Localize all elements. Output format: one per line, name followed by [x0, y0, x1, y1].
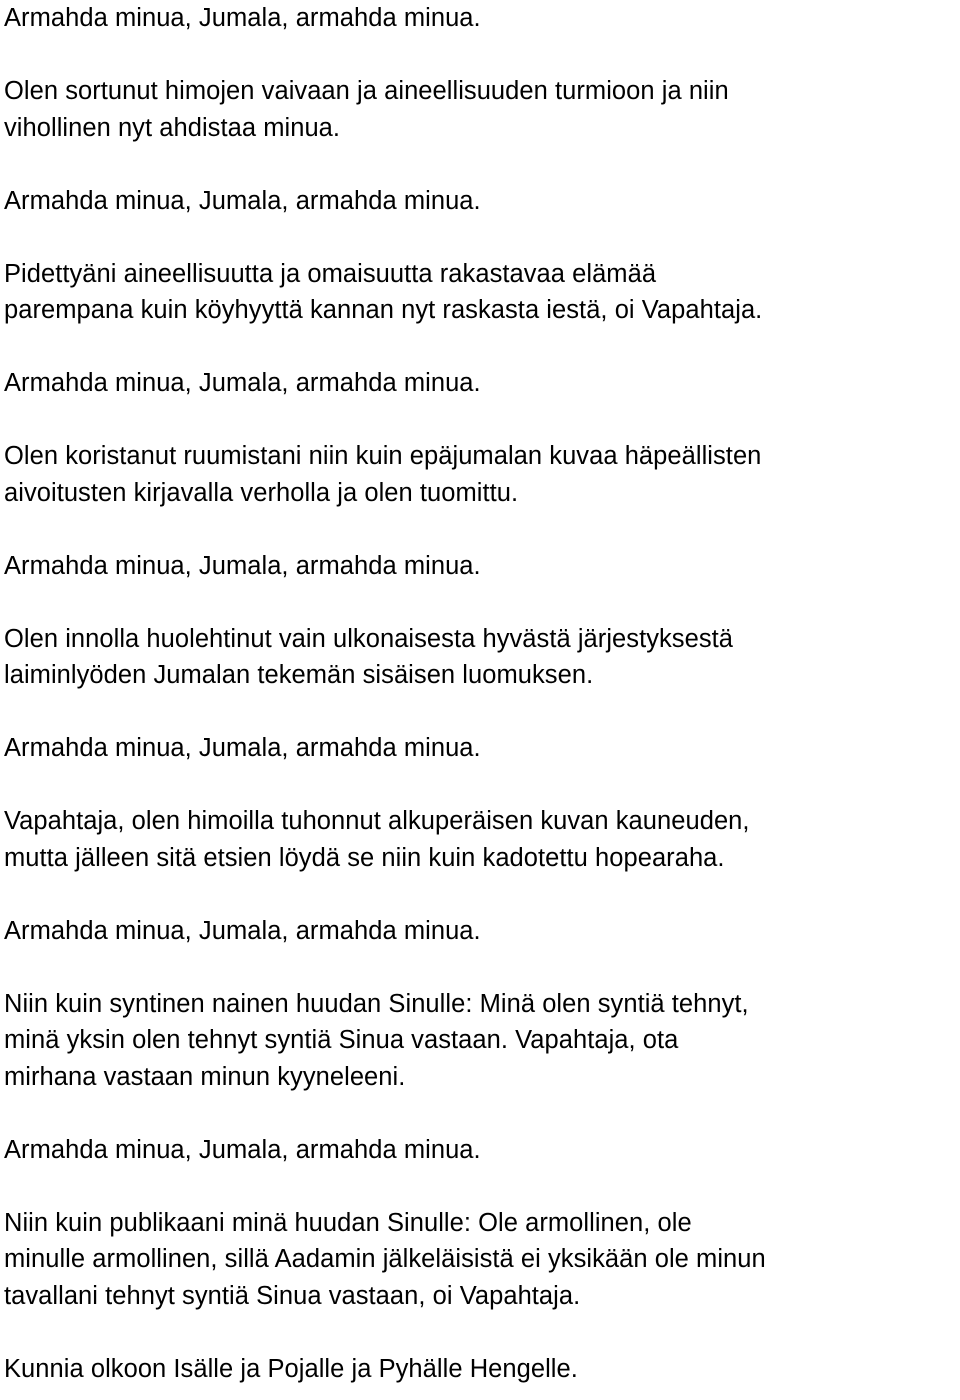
verse-line: aivoitusten kirjavalla verholla ja olen tuomittu.	[4, 478, 519, 507]
verse-line: mirhana vastaan minun kyyneleeni.	[4, 1062, 406, 1091]
verse-line: Olen koristanut ruumistani niin kuin epäjumalan kuvaa häpeällisten	[4, 442, 762, 470]
verse-line: parempana kuin köyhyyttä kannan nyt raskasta iestä, oi Vapahtaja.	[4, 296, 763, 324]
refrain-paragraph	[4, 548, 958, 585]
refrain-line: Armahda minua, Jumala, armahda minua.	[4, 916, 481, 945]
verse-line: vihollinen nyt ahdistaa minua.	[4, 113, 341, 142]
verse-line: Pidettyäni aineellisuutta ja omaisuutta rakastavaa elämää	[4, 259, 657, 288]
verse-line: minä yksin olen tehnyt syntiä Sinua vastaan. Vapahtaja, ota	[4, 1026, 679, 1054]
verse-line: tavallani tehnyt syntiä Sinua vastaan, oi Vapahtaja.	[4, 1281, 581, 1310]
refrain-paragraph	[4, 183, 958, 220]
verse-paragraph	[4, 621, 958, 694]
verse-line: Olen innolla huolehtinut vain ulkonaisesta hyvästä järjestyksestä	[4, 624, 734, 653]
refrain-line: Armahda minua, Jumala, armahda minua.	[4, 1135, 481, 1164]
refrain-paragraph	[4, 913, 958, 950]
verse-paragraph	[4, 803, 958, 876]
refrain-paragraph	[4, 730, 958, 767]
verse-line: minulle armollinen, sillä Aadamin jälkeläisistä ei yksikään ole minun	[4, 1245, 766, 1273]
refrain-paragraph	[4, 1132, 958, 1169]
refrain-paragraph	[4, 365, 958, 402]
verse-line: mutta jälleen sitä etsien löydä se niin kuin kadotettu hopearaha.	[4, 843, 725, 872]
refrain-line: Armahda minua, Jumala, armahda minua.	[4, 551, 481, 580]
verse-paragraph	[4, 73, 958, 146]
doxology-paragraph	[4, 1351, 958, 1388]
verse-paragraph	[4, 438, 958, 511]
refrain-line: Armahda minua, Jumala, armahda minua.	[4, 4, 481, 32]
doxology-line: Kunnia olkoon Isälle ja Pojalle ja Pyhälle Hengelle.	[4, 1354, 578, 1383]
verse-paragraph	[4, 256, 958, 329]
verse-paragraph	[4, 986, 958, 1096]
verse-line: Olen sortunut himojen vaivaan ja aineellisuuden turmioon ja niin	[4, 77, 729, 105]
prayer-document	[4, 0, 958, 1387]
refrain-paragraph	[4, 0, 958, 37]
verse-line: laiminlyöden Jumalan tekemän sisäisen luomuksen.	[4, 661, 594, 689]
verse-line: Niin kuin syntinen nainen huudan Sinulle: Minä olen syntiä tehnyt,	[4, 989, 749, 1018]
verse-paragraph	[4, 1205, 958, 1315]
refrain-line: Armahda minua, Jumala, armahda minua.	[4, 369, 481, 397]
refrain-line: Armahda minua, Jumala, armahda minua.	[4, 734, 481, 762]
refrain-line: Armahda minua, Jumala, armahda minua.	[4, 186, 481, 215]
verse-line: Vapahtaja, olen himoilla tuhonnut alkuperäisen kuvan kauneuden,	[4, 807, 750, 835]
verse-line: Niin kuin publikaani minä huudan Sinulle: Ole armollinen, ole	[4, 1208, 692, 1237]
